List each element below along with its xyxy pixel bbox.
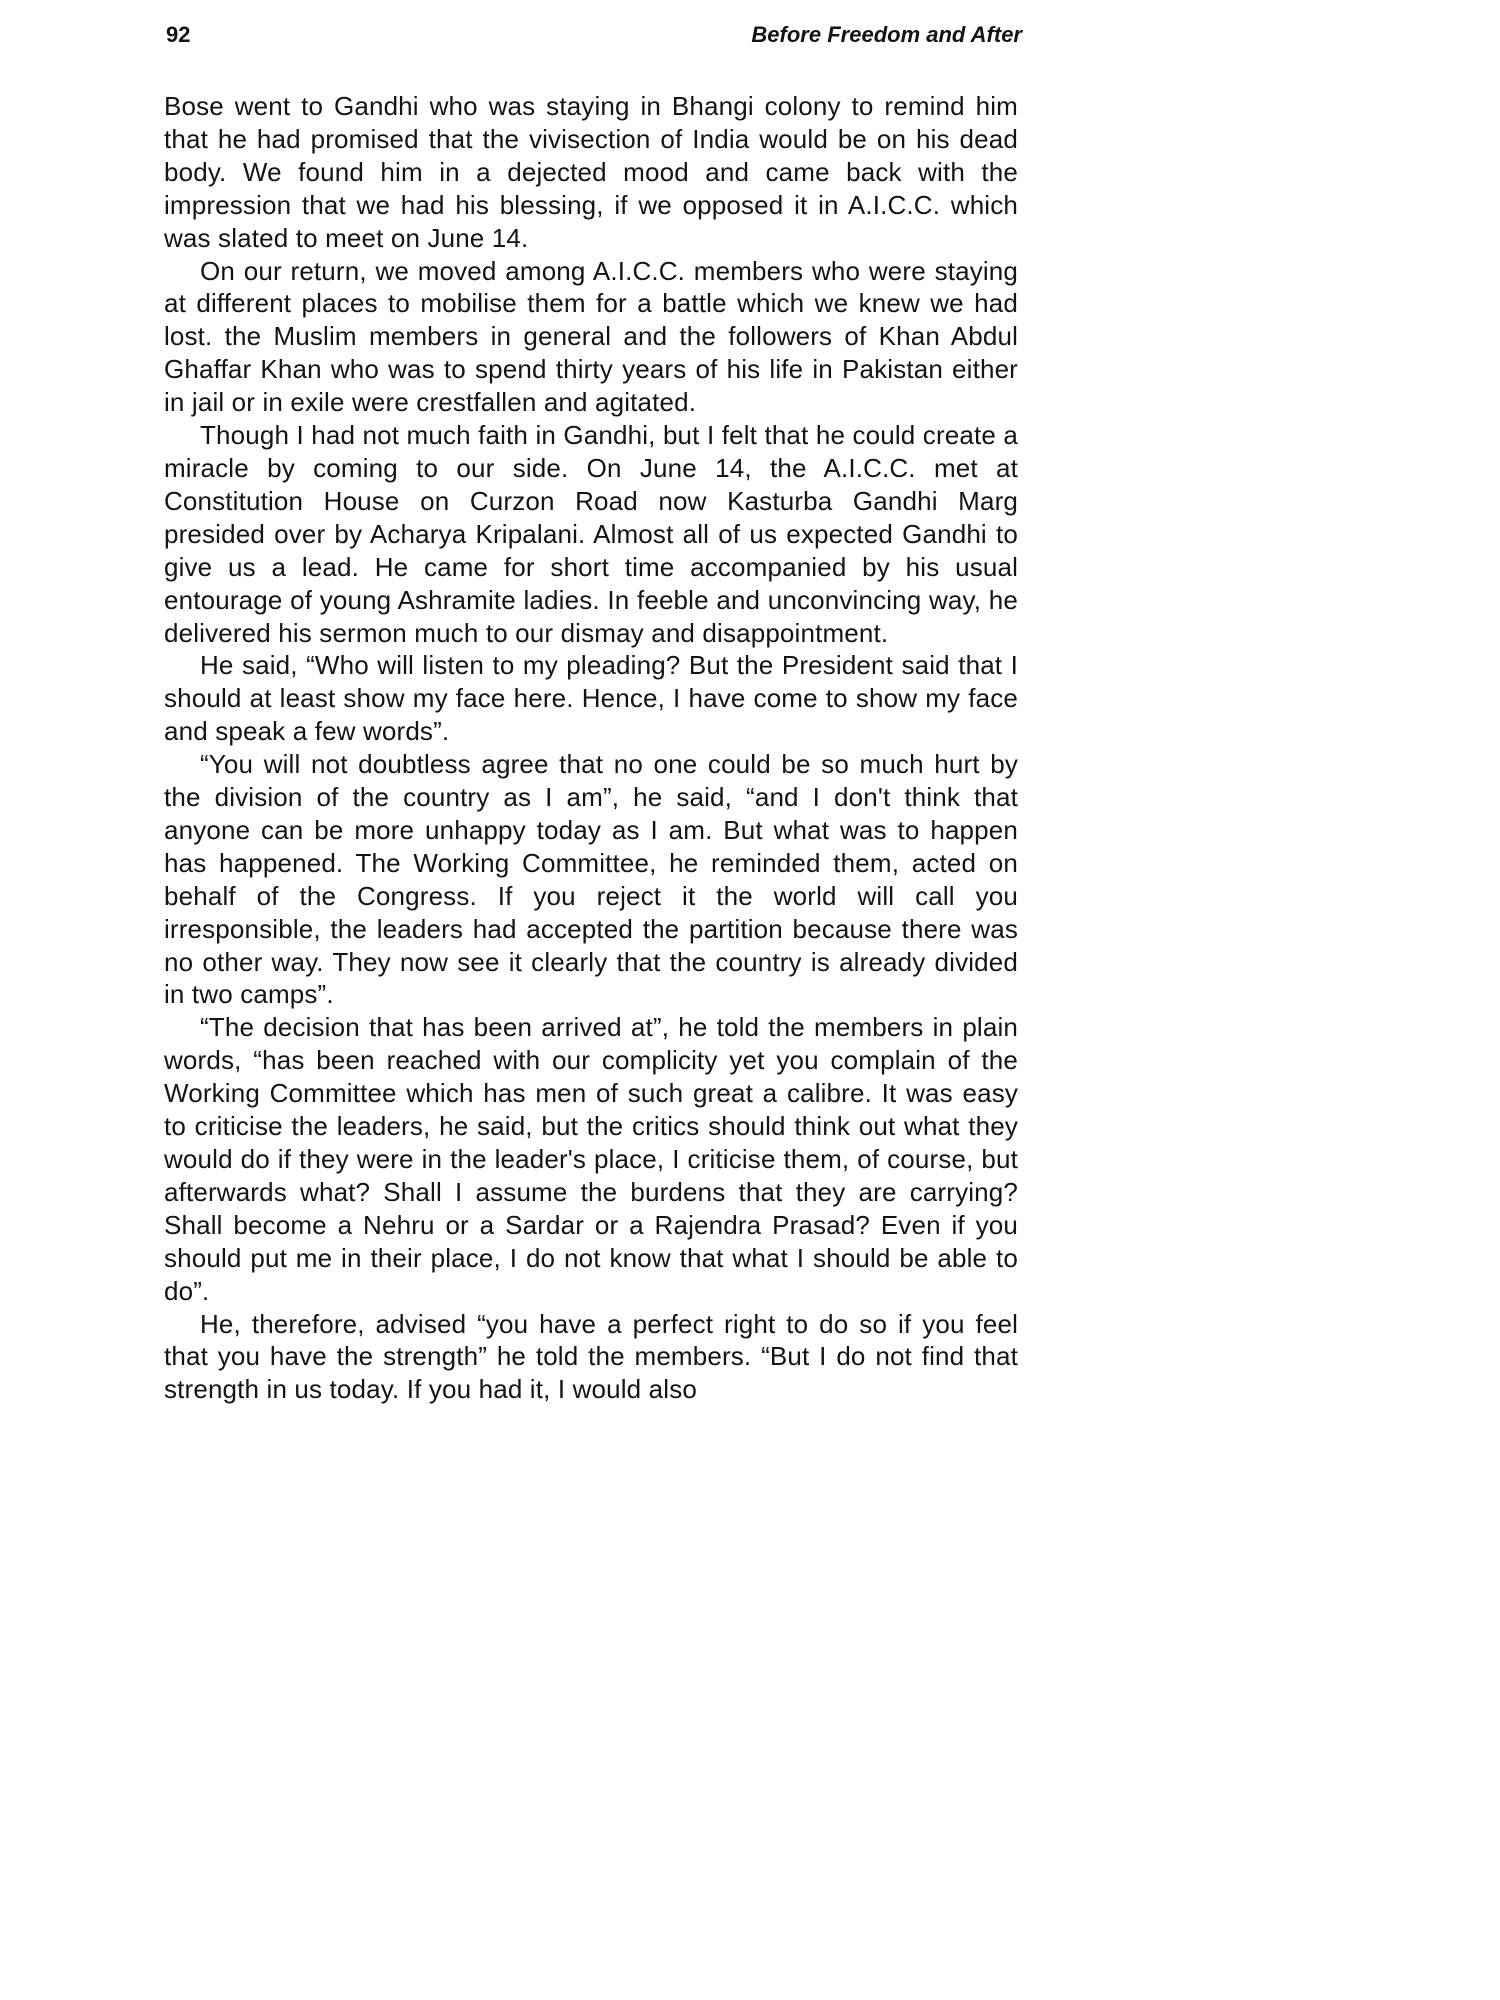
paragraph-1: Bose went to Gandhi who was staying in Bhangi colony to remind him that he had promised that the vivisection of India would be on his dead body. We found him in a dejected mood and came back with the impression that we had his blessing, if we opposed it in A.I.C.C. which was slated to meet on June 14. <box>164 91 1018 253</box>
paragraph-6: “The decision that has been arrived at”, he told the members in plain words, “has been reached with our complicity yet you complain of the Working Committee which has men of such great a calibre. It was easy to criticise the leaders, he said, but the critics should think out what they would do if they were in the leader's place, I criticise them, of course, but afterwards what? Shall I assume the burdens that they are carrying? Shall become a Nehru or a Sardar or a Rajendra Prasad? Even if you should put me in their place, I do not know that what I should be able to do”. <box>164 1012 1018 1306</box>
body-text <box>164 90 1018 1406</box>
paragraph-3: Though I had not much faith in Gandhi, but I felt that he could create a miracle by coming to our side. On June 14, the A.I.C.C. met at Constitution House on Curzon Road now Kasturba Gandhi Marg presided over by Acharya Kripalani. Almost all of us expected Gandhi to give us a lead. He came for short time accompanied by his usual entourage of young Ashramite ladies. In feeble and unconvincing way, he delivered his sermon much to our dismay and disappointment. <box>164 420 1018 648</box>
paragraph-5: “You will not doubtless agree that no one could be so much hurt by the division of the country as I am”, he said, “and I don't think that anyone can be more unhappy today as I am. But what was to happen has happened. The Working Committee, he reminded them, acted on behalf of the Congress. If you reject it the world will call you irresponsible, the leaders had accepted the partition because there was no other way. They now see it clearly that the country is already divided in two camps”. <box>164 749 1018 1010</box>
paragraph-2: On our return, we moved among A.I.C.C. members who were staying at different places to mobilise them for a battle which we knew we had lost. the Muslim members in general and the followers of Khan Abdul Ghaffar Khan who was to spend thirty years of his life in Pakistan either in jail or in exile were crestfallen and agitated. <box>164 255 1018 418</box>
running-title: Before Freedom and After <box>751 22 1022 47</box>
page-number: 92 <box>166 22 191 47</box>
paragraph-4: He said, “Who will listen to my pleading? But the President said that I should at least show my face here. Hence, I have come to show my face and speak a few words”. <box>164 650 1018 747</box>
page-header <box>164 20 1030 52</box>
paragraph-7: He, therefore, advised “you have a perfect right to do so if you feel that you have the strength” he told the members. “But I do not find that strength in us today. If you had it, I would also <box>164 1308 1018 1405</box>
